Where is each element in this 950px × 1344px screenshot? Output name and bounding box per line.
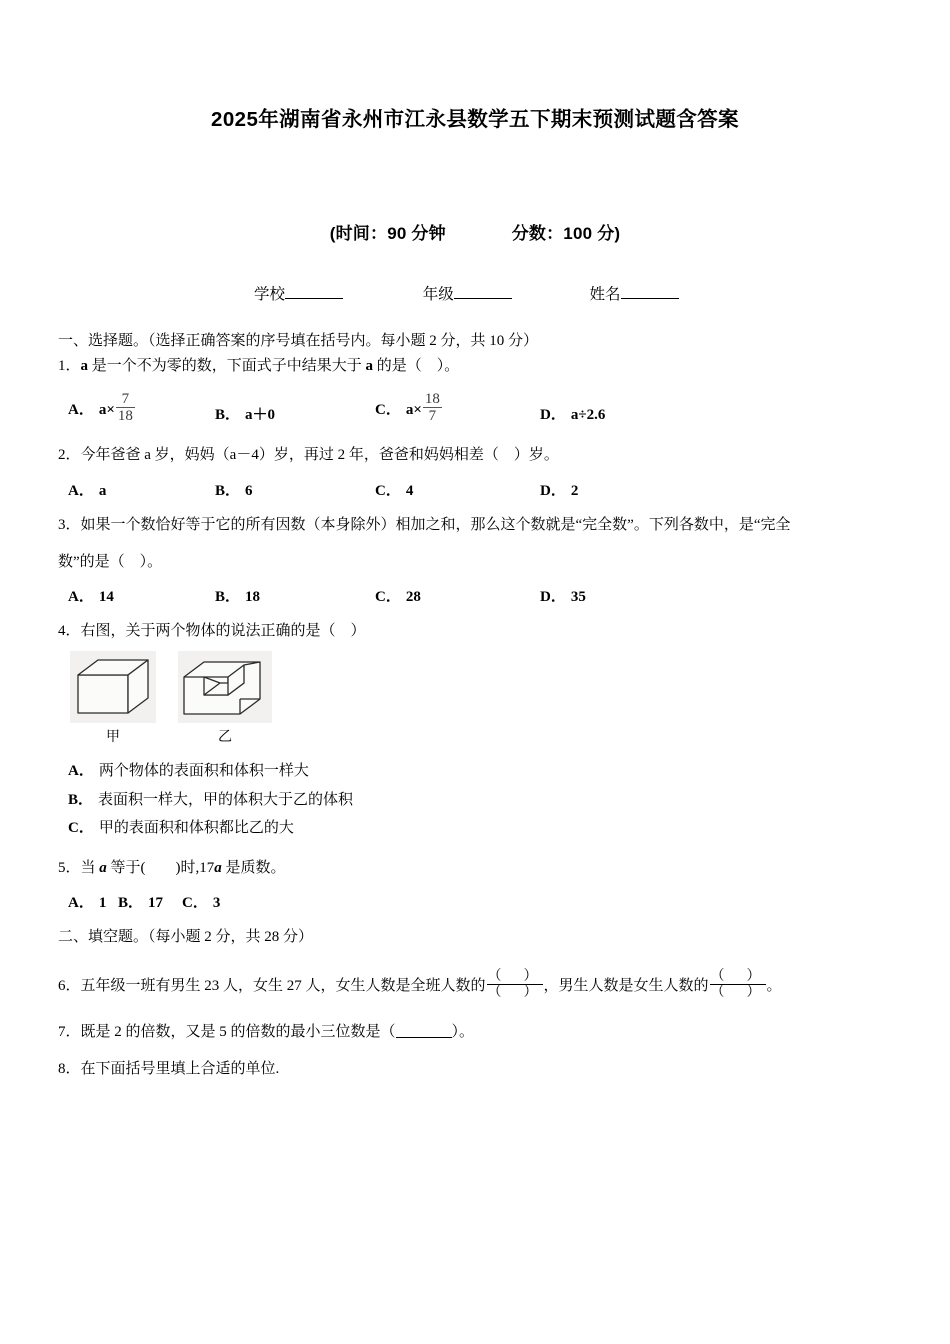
question-6-number: 6． [58, 977, 81, 994]
question-4-options [58, 757, 892, 843]
question-3-body-1: 如果一个数恰好等于它的所有因数（本身除外）相加之和，那么这个数就是“完全数”。下列各数中，是“完全 [80, 516, 791, 533]
question-1-number: 1． [58, 358, 81, 375]
blank-numerator: （ ） [487, 968, 542, 984]
question-8-text [58, 1058, 892, 1081]
question-2-option-a[interactable] [68, 479, 106, 500]
name-field [590, 282, 679, 304]
grade-label: 年级 [422, 285, 454, 303]
question-5-options [58, 890, 892, 912]
option-a-label: A． [68, 763, 94, 780]
question-7-body-2: ）。 [451, 1023, 475, 1040]
option-d-label: D． [540, 482, 566, 499]
option-a-label: A． [68, 482, 94, 499]
question-1-option-c[interactable] [375, 391, 443, 424]
fraction-7-18 [116, 391, 135, 424]
figure-caption-jia: 甲 [106, 730, 120, 746]
option-b-expr: 6 [245, 482, 253, 499]
school-field [254, 282, 343, 304]
option-a-label: A． [68, 589, 94, 606]
fraction-numerator: 7 [121, 390, 130, 407]
question-3-option-b[interactable] [215, 585, 260, 606]
question-7-number: 7． [58, 1023, 81, 1040]
figure-item-yi [178, 651, 272, 746]
question-3-option-c[interactable] [375, 585, 421, 606]
blank-denominator: （ ） [710, 985, 765, 1001]
question-6-body-1: 五年级一班有男生 23 人，女生 27 人，女生人数是全班人数的 [80, 977, 486, 994]
question-3-options [58, 584, 892, 606]
fraction-numerator: 18 [424, 390, 440, 407]
question-2-body: 今年爸爸 a 岁，妈妈（a－4）岁，再过 2 年，爸爸和妈妈相差（ ）岁。 [80, 447, 559, 464]
question-3-number: 3． [58, 516, 81, 533]
question-5-number: 5． [58, 859, 81, 876]
option-a-expr: 14 [98, 589, 114, 606]
question-2-number: 2． [58, 447, 81, 464]
option-b-label: B． [68, 791, 94, 808]
question-1-var-a: a [80, 358, 89, 375]
option-b-label: B． [118, 895, 144, 912]
option-a-text: 两个物体的表面积和体积一样大 [98, 763, 309, 780]
fraction-denominator: 7 [423, 407, 442, 424]
question-5-option-a[interactable] [68, 891, 106, 912]
question-3-text-line-1 [58, 514, 892, 537]
option-c-expr: a× [405, 401, 422, 418]
question-4-text [58, 620, 892, 643]
question-7-body-1: 既是 2 的倍数，又是 5 的倍数的最小三位数是（ [80, 1023, 396, 1040]
page-title: 2025年湖南省永州市江永县数学五下期末预测试题含答案 [211, 108, 739, 131]
option-a-expr: 1 [98, 895, 107, 912]
option-c-expr: 4 [405, 482, 414, 499]
cuboid-icon [70, 651, 156, 723]
question-8-body: 在下面括号里填上合适的单位. [80, 1061, 280, 1078]
fraction-denominator: 18 [117, 408, 133, 425]
identity-fields [58, 282, 892, 304]
question-2-text [58, 444, 892, 467]
question-4-figure [58, 651, 892, 746]
question-6-blank-fraction-1[interactable] [487, 969, 543, 1001]
option-b-label: B． [215, 482, 241, 499]
grade-blank[interactable] [454, 285, 512, 299]
question-2-option-c[interactable] [375, 479, 413, 500]
option-a-label: A． [68, 401, 94, 418]
option-c-expr: 3 [212, 895, 221, 912]
option-b-text: 表面积一样大，甲的体积大于乙的体积 [98, 791, 354, 808]
option-d-label: D． [540, 407, 566, 424]
question-5-var-a: a [99, 859, 107, 876]
question-3-option-d[interactable] [540, 585, 586, 606]
option-b-expr: a＋0 [245, 407, 276, 424]
question-4-option-a[interactable] [58, 757, 892, 786]
question-1-option-b[interactable] [215, 403, 275, 424]
option-c-label: C． [68, 820, 94, 837]
name-label: 姓名 [589, 285, 621, 303]
exam-score-label: 分数：100 分) [511, 223, 621, 243]
option-b-label: B． [215, 589, 241, 606]
question-6-body-2: ，男生人数是女生人数的 [543, 977, 709, 994]
option-d-expr: 35 [570, 589, 586, 606]
option-b-label: B． [215, 407, 241, 424]
question-5-option-c[interactable] [182, 891, 220, 912]
option-b-expr: 18 [245, 589, 261, 606]
question-6-text [58, 969, 892, 1001]
question-5-body-post: 是质数。 [221, 859, 286, 876]
option-c-text: 甲的表面积和体积都比乙的大 [98, 820, 294, 837]
option-d-expr: a÷2.6 [570, 407, 606, 424]
option-d-label: D． [540, 589, 566, 606]
exam-info-line [58, 219, 892, 244]
option-a-expr: a [98, 482, 107, 499]
question-1-var-a2: a [365, 358, 374, 375]
figure-item-jia [70, 651, 156, 746]
question-7-answer-blank[interactable] [396, 1024, 452, 1038]
section-heading-choice: 一、选择题。（选择正确答案的序号填在括号内。每小题 2 分，共 10 分） [58, 332, 539, 349]
question-2-options [58, 478, 892, 500]
blank-numerator: （ ） [710, 968, 765, 984]
question-2-option-d[interactable] [540, 479, 578, 500]
option-a-label: A． [68, 895, 94, 912]
option-c-label: C． [375, 482, 401, 499]
question-5-option-b[interactable] [118, 891, 163, 912]
question-5-body-pre: 当 [80, 859, 100, 876]
school-label: 学校 [254, 285, 286, 303]
question-8-number: 8． [58, 1061, 81, 1078]
option-c-expr: 28 [405, 589, 421, 606]
option-b-expr: 17 [148, 895, 164, 912]
question-6-body-3: 。 [766, 977, 782, 994]
question-3-body-2: 数”的是（ ）。 [58, 553, 163, 570]
grade-field [423, 282, 512, 304]
notched-cuboid-icon [178, 651, 272, 723]
fraction-18-7 [423, 391, 442, 424]
question-7-text [58, 1021, 892, 1044]
option-d-expr: 2 [570, 482, 579, 499]
question-4-body: 右图，关于两个物体的说法正确的是（ ） [80, 623, 366, 640]
question-1-option-a[interactable] [68, 391, 136, 424]
question-4-number: 4． [58, 623, 81, 640]
question-1-text [58, 355, 892, 378]
question-1-body-1: 是一个不为零的数，下面式子中结果大于 [88, 358, 366, 375]
name-blank[interactable] [621, 285, 679, 299]
question-4-option-b[interactable] [58, 786, 892, 815]
section-heading-fill: 二、填空题。（每小题 2 分，共 28 分） [58, 929, 314, 946]
question-3-text-line-2 [58, 551, 892, 574]
exam-time-label: (时间：90 分钟 [329, 223, 446, 243]
question-6-blank-fraction-2[interactable] [710, 969, 766, 1001]
option-a-expr: a× [98, 401, 115, 418]
school-blank[interactable] [285, 285, 343, 299]
question-1-body-2: 的是（ ）。 [373, 358, 460, 375]
blank-denominator: （ ） [487, 985, 542, 1001]
question-1-option-d[interactable] [540, 403, 605, 424]
option-c-label: C． [182, 895, 208, 912]
option-c-label: C． [375, 401, 401, 418]
question-4-option-c[interactable] [58, 814, 892, 843]
question-1-options [58, 384, 892, 424]
question-5-text [58, 857, 892, 880]
question-2-option-b[interactable] [215, 479, 253, 500]
figure-caption-yi: 乙 [218, 730, 232, 746]
option-c-label: C． [375, 589, 401, 606]
question-5-var-a2: a [214, 859, 222, 876]
question-5-body-mid: 等于( )时,17 [106, 859, 215, 876]
question-3-option-a[interactable] [68, 585, 114, 606]
